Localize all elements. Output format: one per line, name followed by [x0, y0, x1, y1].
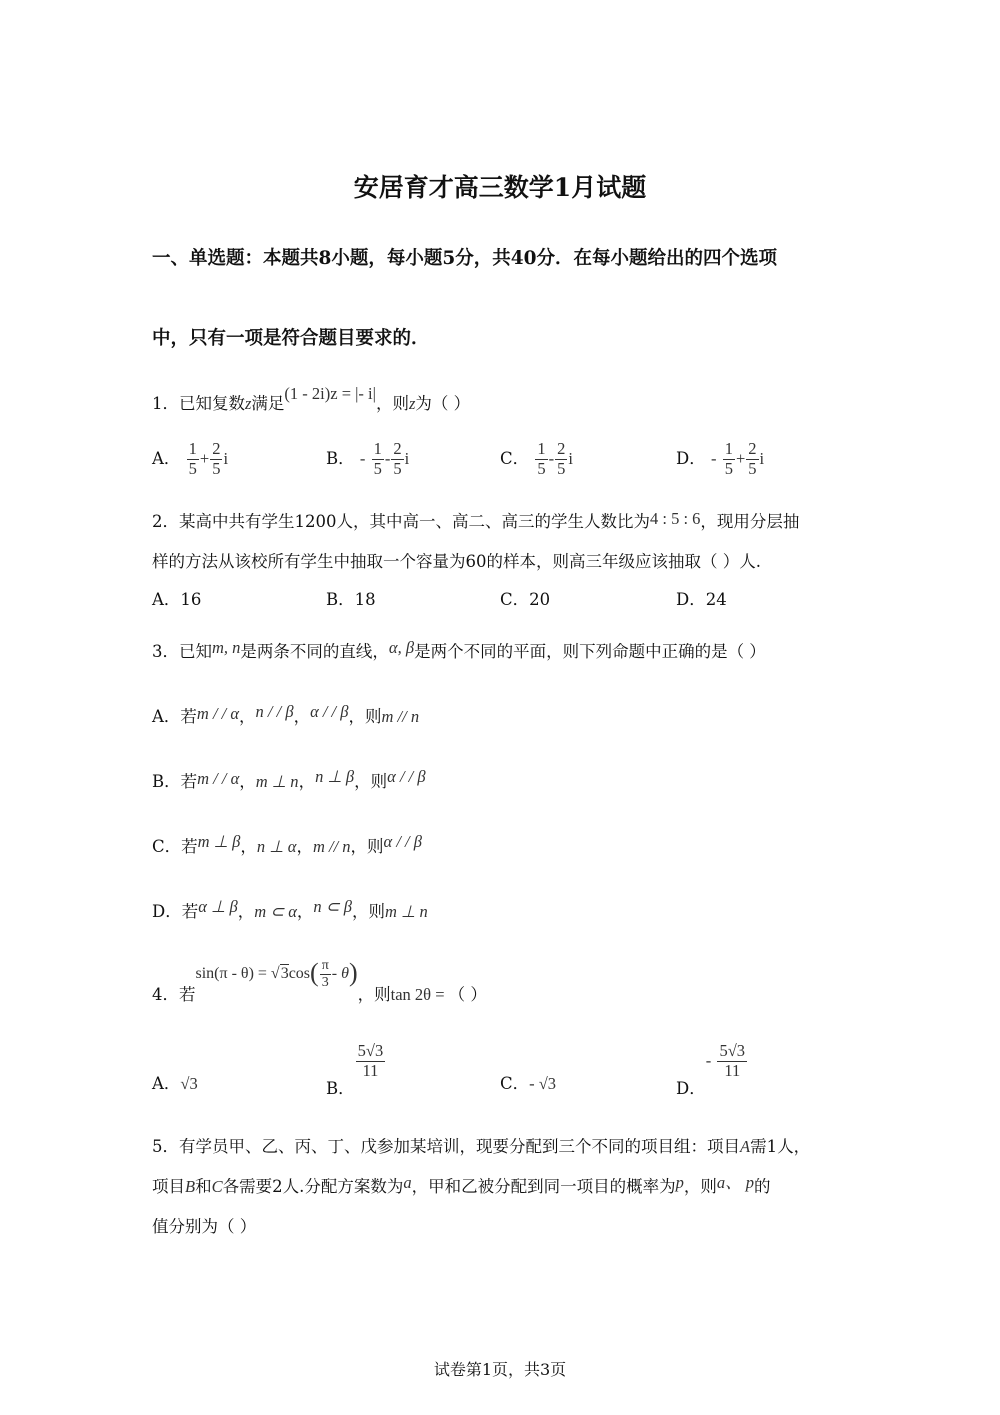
imaginary-unit: i	[223, 448, 229, 468]
numerator: π	[320, 958, 331, 975]
denominator: 5	[188, 458, 197, 478]
question-5-line1	[152, 1133, 810, 1157]
numerator: 2	[393, 439, 402, 458]
condition-2: n / / β	[255, 702, 294, 721]
numerator: 2	[748, 439, 757, 458]
q1-text: 为（ ）	[415, 394, 471, 413]
fraction	[535, 440, 547, 479]
then-text: ，则	[354, 772, 388, 791]
denominator: 5	[537, 458, 546, 478]
condition-1: m / / α	[197, 769, 240, 788]
question-1-option-d	[676, 440, 764, 479]
q5-text: 5．有学员甲、乙、丙、丁、戊参加某培训，现要分配到三个不同的项目组：项目	[152, 1137, 740, 1156]
option-sign: -	[710, 448, 717, 468]
question-2-option-d: D．24	[676, 590, 727, 609]
numerator: 5√3	[357, 1041, 384, 1060]
numerator: 1	[188, 439, 197, 458]
operator: +	[199, 448, 210, 468]
option-label: A．	[152, 448, 181, 468]
q4-text: 4．若	[152, 985, 196, 1004]
denominator: 5	[724, 458, 733, 478]
question-2-stem-line1	[152, 508, 799, 532]
q1-formula: (1 - 2i)z = |- i|	[284, 384, 376, 403]
condition-3: n ⊥ β	[315, 767, 355, 786]
conclusion: m // n	[381, 707, 420, 726]
option-sign: -	[705, 1050, 712, 1070]
condition-1: m / / α	[196, 704, 240, 723]
q5-var-b: B	[185, 1177, 196, 1196]
imaginary-unit: i	[759, 448, 765, 468]
operator: -	[384, 448, 391, 468]
q1-var-z: z	[245, 394, 252, 413]
q5-vars-ap: a、 p	[716, 1173, 754, 1192]
question-3-option-c: C．若m ⊥ β，n ⊥ α，m // n，则α / / β	[152, 832, 422, 856]
question-2-option-b: B．18	[326, 590, 376, 609]
denominator: 3	[321, 974, 329, 990]
section-heading-line2: 中，只有一项是符合题目要求的．	[152, 328, 430, 349]
conclusion: α / / β	[383, 832, 422, 851]
q3-text: 是两条不同的直线，	[240, 642, 389, 661]
question-4-option-a	[152, 1070, 198, 1094]
then-text: ，则	[348, 707, 382, 726]
cos-fn: cos	[288, 965, 311, 982]
condition-1: m ⊥ β	[197, 832, 241, 851]
question-1-stem	[152, 384, 471, 414]
condition-1: α ⊥ β	[198, 897, 238, 916]
then-text: ，则	[351, 902, 385, 921]
q5-text: ，则	[683, 1177, 717, 1196]
q1-text: 1．已知复数	[152, 394, 245, 413]
option-sign: -	[359, 448, 366, 468]
condition-2: m ⊥ n	[255, 772, 299, 791]
numerator: 2	[212, 439, 221, 458]
page-footer: 试卷第1页，共3页	[433, 1360, 567, 1379]
q5-text: 的	[753, 1177, 771, 1196]
option-label: C．	[500, 448, 530, 468]
conclusion: m ⊥ n	[384, 902, 428, 921]
fraction	[320, 958, 331, 991]
numerator: 1	[373, 439, 382, 458]
section-heading-line1: 一、单选题：本题共8小题，每小题5分，共40分．在每小题给出的四个选项	[152, 248, 777, 269]
q3-text: 是两个不同的平面，则下列命题中正确的是（ ）	[414, 642, 766, 661]
q4-formula: sin(π - θ) = √3cos( $\frac{\pi}{3}$ - θ)	[195, 957, 358, 990]
condition-2: n ⊥ α	[256, 837, 297, 856]
question-3-option-a: A．若m / / α，n / / β，α / / β，则m // n	[152, 702, 420, 726]
q2-text: ，现用分层抽	[700, 512, 800, 531]
question-1-option-b	[326, 440, 409, 479]
fraction	[356, 1042, 386, 1081]
then-text: ，则	[350, 837, 384, 856]
question-4-option-b	[326, 1041, 386, 1098]
denominator: 5	[212, 458, 221, 478]
fraction	[717, 1042, 747, 1081]
q4-text: ，则	[357, 985, 391, 1004]
option-label: A．	[152, 1074, 181, 1093]
radicand: 3	[280, 965, 289, 982]
option-label: C．若	[152, 837, 198, 856]
option-label: B．若	[152, 772, 198, 791]
operator: -	[548, 448, 555, 468]
q5-var-p: p	[675, 1173, 684, 1192]
page-title: 安居育才高三数学1月试题	[353, 173, 647, 202]
fraction	[723, 440, 735, 479]
minus-theta: - θ	[331, 965, 349, 982]
option-value: - √3	[529, 1074, 557, 1093]
denominator: 5	[557, 458, 566, 478]
q5-var-a-upper: A	[740, 1137, 751, 1156]
question-3-option-b: B．若m / / α，m ⊥ n，n ⊥ β，则α / / β	[152, 767, 426, 791]
fraction	[555, 440, 567, 479]
option-label: D．	[676, 1078, 706, 1098]
fraction	[391, 440, 403, 479]
denominator: 5	[373, 458, 382, 478]
q3-lines: m, n	[212, 638, 241, 657]
q5-text: 各需要2人.分配方案数为	[222, 1177, 404, 1196]
q1-text: ，则	[375, 394, 409, 413]
fraction	[372, 440, 384, 479]
q2-text: 2．某高中共有学生1200人，其中高一、高二、高三的学生人数比为	[152, 512, 650, 531]
question-2-stem-line2: 样的方法从该校所有学生中抽取一个容量为60的样本，则高三年级应该抽取（ ）人.	[152, 552, 761, 571]
numerator: 1	[724, 439, 733, 458]
question-3-stem	[152, 638, 766, 662]
q5-var-c: C	[211, 1177, 223, 1196]
condition-3: α / / β	[310, 702, 349, 721]
denominator: 11	[724, 1060, 741, 1080]
option-value: √3	[180, 1074, 198, 1093]
question-4-option-c	[500, 1070, 556, 1094]
denominator: 5	[393, 458, 402, 478]
question-1-option-a	[152, 440, 228, 479]
question-4-option-d	[676, 1041, 748, 1098]
numerator: 1	[537, 439, 546, 458]
q1-text: 满足	[251, 394, 285, 413]
q5-text: 项目	[152, 1177, 185, 1196]
option-label: D．	[676, 448, 706, 468]
option-label: B．	[326, 1078, 355, 1098]
q5-text: 和	[195, 1177, 212, 1196]
condition-3: n ⊂ β	[313, 897, 352, 916]
numerator: 2	[557, 439, 566, 458]
fraction	[746, 440, 758, 479]
q2-ratio: 4 : 5 : 6	[650, 509, 701, 528]
question-1-option-c	[500, 440, 573, 479]
question-4-stem	[152, 955, 487, 1004]
q4-tan: tan 2θ =	[390, 985, 449, 1004]
fraction	[187, 440, 199, 479]
question-5-line3: 值分别为（ ）	[152, 1217, 257, 1236]
q5-text: ，甲和乙被分配到同一项目的概率为	[411, 1177, 676, 1196]
condition-2: m ⊂ α	[254, 902, 297, 921]
option-label: B．	[326, 448, 355, 468]
condition-3: m // n	[312, 837, 351, 856]
q3-planes: α, β	[388, 638, 415, 657]
q5-text: 需1人，	[750, 1137, 811, 1156]
formula-lhs: sin(π - θ) =	[195, 965, 271, 982]
option-label: C．	[500, 1074, 530, 1093]
imaginary-unit: i	[568, 448, 573, 468]
denominator: 11	[362, 1060, 379, 1080]
numerator: 5√3	[719, 1041, 746, 1060]
question-3-option-d: D．若α ⊥ β，m ⊂ α，n ⊂ β，则m ⊥ n	[152, 897, 428, 921]
q3-text: 3．已知	[152, 642, 212, 661]
conclusion: α / / β	[387, 767, 426, 786]
operator: +	[735, 448, 746, 468]
denominator: 5	[748, 458, 757, 478]
question-2-option-c: C．20	[500, 590, 551, 609]
question-2-option-a: A．16	[152, 590, 202, 609]
q5-var-a: a	[403, 1173, 412, 1192]
q1-var-z: z	[408, 394, 416, 413]
imaginary-unit: i	[404, 448, 410, 468]
q4-text: （ ）	[448, 985, 487, 1004]
option-label: A．若	[152, 707, 197, 726]
fraction	[210, 440, 222, 479]
option-label: D．若	[152, 902, 199, 921]
question-5-line2	[152, 1173, 770, 1197]
